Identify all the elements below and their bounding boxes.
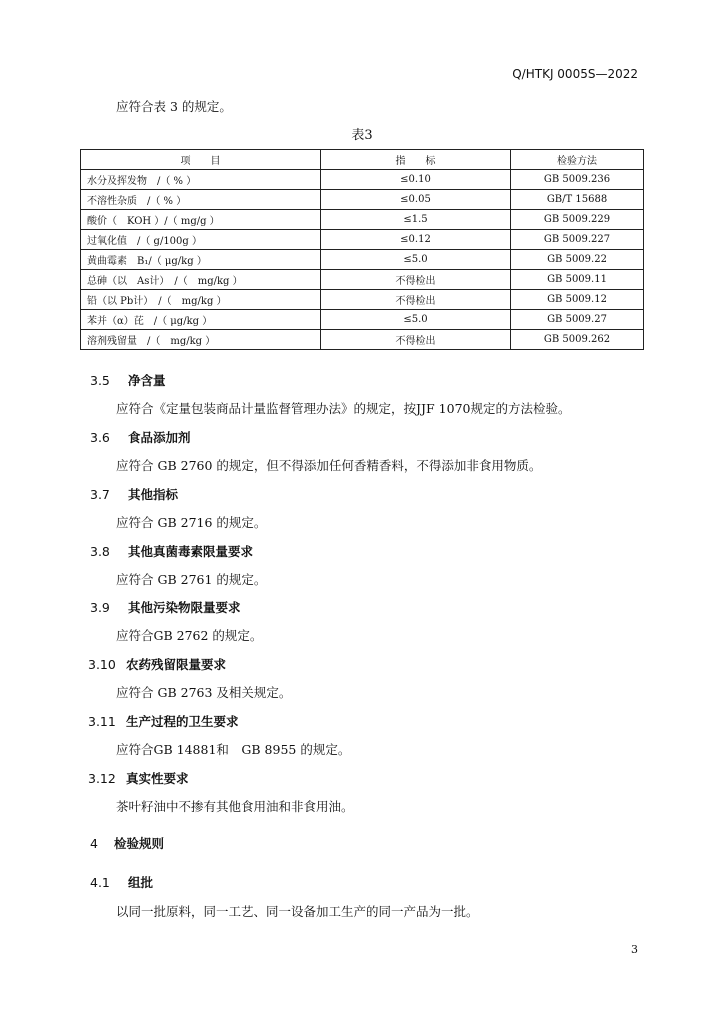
section-heading-3-10 bbox=[88, 655, 226, 673]
indicator-cell: 不得检出 bbox=[321, 290, 511, 310]
section-heading-3-11 bbox=[88, 712, 239, 730]
method-cell: GB/T 15688 bbox=[511, 190, 644, 210]
method-cell: GB 5009.229 bbox=[511, 210, 644, 230]
item-cell: 总砷（以 As计） /（ mg/kg ） bbox=[81, 270, 321, 290]
section-title: 净含量 bbox=[128, 373, 166, 388]
item-cell: 不溶性杂质 /（ % ） bbox=[81, 190, 321, 210]
section-body-3-11: 应符合GB 14881和 GB 8955 的规定。 bbox=[116, 742, 351, 757]
section-title: 检验规则 bbox=[114, 836, 165, 851]
section-number: 3.6 bbox=[90, 430, 110, 445]
section-heading-3-9 bbox=[90, 598, 241, 616]
section-title: 其他污染物限量要求 bbox=[128, 600, 241, 615]
indicator-cell: ≤0.10 bbox=[321, 170, 511, 190]
section-heading-3-6 bbox=[90, 428, 191, 446]
section-body-3-6: 应符合 GB 2760 的规定，但不得添加任何香精香料，不得添加非食用物质。 bbox=[116, 458, 542, 473]
table-header-row bbox=[81, 150, 644, 170]
chapter-heading-4 bbox=[90, 834, 164, 852]
column-header-indicator: 指 标 bbox=[321, 150, 511, 170]
section-number: 4.1 bbox=[90, 875, 110, 890]
table-row bbox=[81, 270, 644, 290]
method-cell: GB 5009.22 bbox=[511, 250, 644, 270]
section-number: 3.12 bbox=[88, 771, 116, 786]
section-heading-3-5 bbox=[90, 371, 166, 389]
table-row bbox=[81, 310, 644, 330]
section-body-3-9: 应符合GB 2762 的规定。 bbox=[116, 628, 263, 643]
section-heading-4-1 bbox=[90, 873, 153, 891]
table-row bbox=[81, 190, 644, 210]
section-heading-3-7 bbox=[90, 485, 178, 503]
table-row bbox=[81, 210, 644, 230]
section-body-3-10: 应符合 GB 2763 及相关规定。 bbox=[116, 685, 292, 700]
specification-table bbox=[80, 149, 644, 350]
item-cell: 苯并（α）芘 /（ μg/kg ） bbox=[81, 310, 321, 330]
section-number: 3.7 bbox=[90, 487, 110, 502]
section-body-4-1: 以同一批原料，同一工艺、同一设备加工生产的同一产品为一批。 bbox=[116, 904, 479, 919]
method-cell: GB 5009.11 bbox=[511, 270, 644, 290]
table-row bbox=[81, 290, 644, 310]
column-header-item: 项 目 bbox=[81, 150, 321, 170]
method-cell: GB 5009.227 bbox=[511, 230, 644, 250]
section-number: 3.11 bbox=[88, 714, 116, 729]
item-cell: 铅（以 Pb计） /（ mg/kg ） bbox=[81, 290, 321, 310]
indicator-cell: ≤5.0 bbox=[321, 310, 511, 330]
section-body-3-5: 应符合《定量包装商品计量监督管理办法》的规定，按JJF 1070规定的方法检验。 bbox=[116, 401, 571, 416]
table-row bbox=[81, 250, 644, 270]
indicator-cell: ≤0.12 bbox=[321, 230, 511, 250]
section-title: 组批 bbox=[128, 875, 154, 890]
table-row bbox=[81, 230, 644, 250]
item-cell: 溶剂残留量 /（ mg/kg ） bbox=[81, 330, 321, 350]
section-number: 3.10 bbox=[88, 657, 116, 672]
section-title: 真实性要求 bbox=[126, 771, 189, 786]
page-number: 3 bbox=[631, 943, 638, 956]
section-title: 其他真菌毒素限量要求 bbox=[128, 544, 254, 559]
document-code: Q/HTKJ 0005S—2022 bbox=[512, 67, 638, 81]
column-header-method: 检验方法 bbox=[511, 150, 644, 170]
item-cell: 水分及挥发物 /（ % ） bbox=[81, 170, 321, 190]
method-cell: GB 5009.236 bbox=[511, 170, 644, 190]
section-number: 3.5 bbox=[90, 373, 110, 388]
method-cell: GB 5009.12 bbox=[511, 290, 644, 310]
table-caption: 表3 bbox=[351, 128, 373, 143]
section-body-3-8: 应符合 GB 2761 的规定。 bbox=[116, 572, 267, 587]
method-cell: GB 5009.262 bbox=[511, 330, 644, 350]
table-row bbox=[81, 330, 644, 350]
table-intro-text: 应符合表 3 的规定。 bbox=[116, 99, 232, 114]
indicator-cell: 不得检出 bbox=[321, 270, 511, 290]
item-cell: 过氧化值 /（ g/100g ） bbox=[81, 230, 321, 250]
section-body-3-7: 应符合 GB 2716 的规定。 bbox=[116, 515, 267, 530]
section-title: 其他指标 bbox=[128, 487, 179, 502]
item-cell: 酸价（ KOH ）/（ mg/g ） bbox=[81, 210, 321, 230]
section-body-3-12: 茶叶籽油中不掺有其他食用油和非食用油。 bbox=[116, 799, 354, 814]
indicator-cell: ≤0.05 bbox=[321, 190, 511, 210]
table-row bbox=[81, 170, 644, 190]
section-title: 农药残留限量要求 bbox=[126, 657, 227, 672]
section-heading-3-8 bbox=[90, 542, 253, 560]
indicator-cell: ≤1.5 bbox=[321, 210, 511, 230]
section-number: 4 bbox=[90, 836, 98, 851]
section-title: 生产过程的卫生要求 bbox=[126, 714, 239, 729]
indicator-cell: ≤5.0 bbox=[321, 250, 511, 270]
section-heading-3-12 bbox=[88, 769, 189, 787]
section-title: 食品添加剂 bbox=[128, 430, 191, 445]
section-number: 3.9 bbox=[90, 600, 110, 615]
section-number: 3.8 bbox=[90, 544, 110, 559]
item-cell: 黄曲霉素 B₁/（ μg/kg ） bbox=[81, 250, 321, 270]
method-cell: GB 5009.27 bbox=[511, 310, 644, 330]
indicator-cell: 不得检出 bbox=[321, 330, 511, 350]
